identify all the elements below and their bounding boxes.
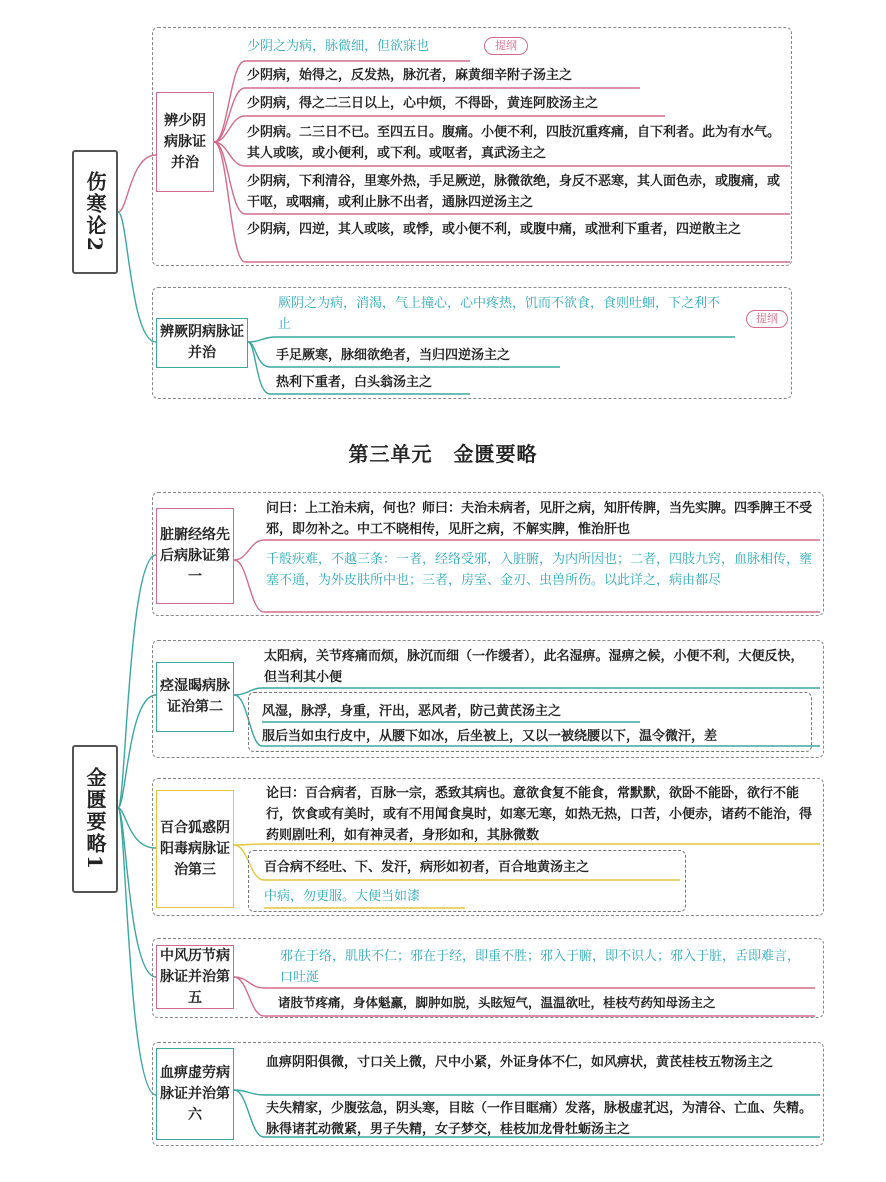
jingshi-text-1: 太阳病，关节疼痛而烦，脉沉而细（一作缓者），此名湿痹。湿痹之候，小便不利，大便反快，但当利其小便 (264, 649, 804, 685)
jingshi-topic-label: 痉湿暍病脉证治第二 (160, 678, 230, 715)
jueyin-topic (156, 318, 248, 368)
jueyin-item-2: 热利下重者，白头翁汤主之 (276, 375, 433, 390)
root-node-jinkui (72, 745, 118, 893)
shaoyin-item-2: 少阴病，得之二三日以上，心中烦，不得卧，黄连阿胶汤主之 (247, 96, 599, 111)
shaoyin-topic-label: 辨少阴病脉证并治 (164, 112, 206, 171)
shaoyin-item-4: 少阴病，下利清谷，里寒外热，手足厥逆，脉微欲绝，身反不恶寒，其人面色赤，或腹痛，或干呕，或咽痛，或利止脉不出者，通脉四逆汤主之 (247, 174, 781, 210)
jueyin-outline: 厥阴之为病，消渴，气上撞心，心中疼热，饥而不欲食，食则吐蛔，下之利不止 (278, 296, 721, 332)
shaoyin-outline-tag: 提纲 (484, 37, 528, 55)
zhongfeng-text-2: 诸肢节疼痛，身体魁羸，脚肿如脱，头眩短气，温温欲吐，桂枝芍药知母汤主之 (278, 995, 716, 1010)
zhongfeng-text-1: 邪在于络，肌肤不仁；邪在于经，即重不胜；邪入于腑，即不识人；邪入于脏，舌即难言，口吐涎 (280, 949, 801, 985)
jueyin-item-1: 手足厥寒，脉细欲绝者，当归四逆汤主之 (276, 348, 511, 363)
zhongfeng-topic-label: 中风历节病脉证并治第五 (160, 947, 230, 1006)
unit-title: 第三单元 金匮要略 (348, 442, 538, 466)
zhongfeng-topic (156, 945, 234, 1009)
baihe-text-1: 论曰：百合病者，百脉一宗，悉致其病也。意欲食复不能食，常默默，欲卧不能卧，欲行不能行，饮食或有美时，或有不用闻食臭时，如寒无寒，如热无热，口苦，小便赤，诸药不能治，得药则剧吐利，如有神灵者，身形如和，其脉微数 (266, 786, 813, 843)
xuebi-text-1: 血痹阴阳俱微，寸口关上微，尺中小紧，外证身体不仁，如风痹状，黄芪桂枝五物汤主之 (266, 1055, 774, 1070)
baihe-topic-label: 百合狐惑阴阳毒病脉证治第三 (160, 819, 230, 878)
root-node-shanghanlun (72, 150, 118, 274)
jueyin-topic-label: 辨厥阴病脉证并治 (160, 324, 244, 361)
jingshi-sub-1: 风湿，脉浮，身重，汗出，恶风者，防己黄芪汤主之 (262, 704, 562, 719)
shaoyin-item-5: 少阴病，四逆，其人或咳，或悸，或小便不利，或腹中痛，或泄利下重者，四逆散主之 (247, 222, 742, 237)
shaoyin-outline: 少阴之为病，脉微细，但欲寐也 (247, 39, 430, 54)
jingshi-topic (156, 662, 234, 732)
xuebi-text-2: 夫失精家，少腹弦急，阴头寒，目眩（一作目眶痛）发落，脉极虚芤迟，为清谷、亡血、失精。脉得诸芤动微紧，男子失精，女子梦交，桂枝加龙骨牡蛎汤主之 (266, 1101, 813, 1137)
xuebi-topic (156, 1048, 234, 1140)
root-node-label: 金匮要略1 (83, 767, 107, 871)
jueyin-outline-tag: 提纲 (746, 310, 788, 328)
zangfu-text-2: 千般疢难，不越三条：一者，经络受邪，入脏腑，为内所因也；二者，四肢九窍，血脉相传，壅塞不通，为外皮肤所中也；三者，房室、金刃、虫兽所伤。以此详之，病由都尽 (266, 552, 813, 588)
baihe-sub-2: 中病，勿更服。大便当如漆 (264, 889, 421, 904)
baihe-sub-1: 百合病不经吐、下、发汗，病形如初者，百合地黄汤主之 (264, 860, 590, 875)
zangfu-topic-label: 脏腑经络先后病脉证第一 (160, 526, 230, 585)
zangfu-text-1: 问曰：上工治未病，何也？师曰：夫治未病者，见肝之病，知肝传脾，当先实脾。四季脾王不受邪，即勿补之。中工不晓相传，见肝之病，不解实脾，惟治肝也 (266, 501, 813, 537)
root-node-label: 伤寒论2 (83, 171, 107, 253)
shaoyin-item-3: 少阴病。二三日不已。至四五日。腹痛。小便不利，四肢沉重疼痛，自下利者。此为有水气。其人或咳，或小便利，或下利。或呕者，真武汤主之 (247, 125, 781, 161)
shaoyin-topic (156, 92, 214, 192)
baihe-topic (156, 790, 234, 908)
xuebi-topic-label: 血痹虚劳病脉证并治第六 (160, 1064, 230, 1123)
zangfu-topic (156, 508, 234, 604)
jingshi-sub-2: 服后当如虫行皮中，从腰下如冰，后坐被上，又以一被绕腰以下，温令微汗，差 (262, 729, 718, 744)
shaoyin-item-1: 少阴病，始得之，反发热，脉沉者，麻黄细辛附子汤主之 (247, 68, 573, 83)
